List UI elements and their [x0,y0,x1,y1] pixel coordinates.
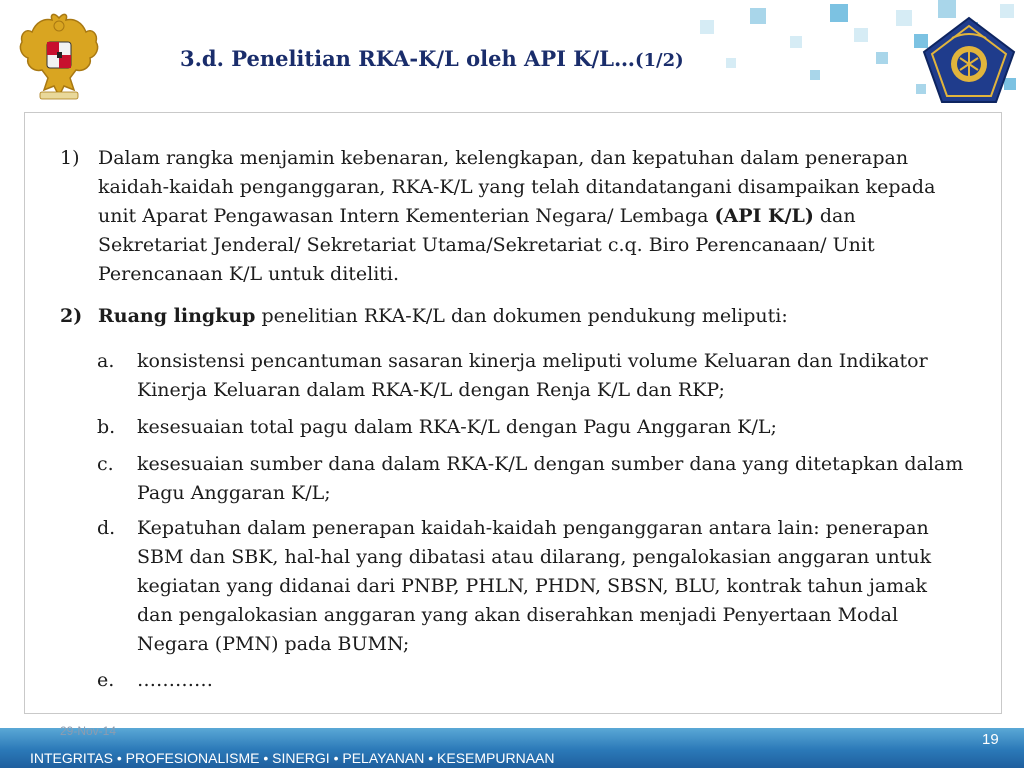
kemenkeu-seal-icon [922,16,1016,104]
slide-title-suffix: (1/2) [634,50,684,71]
subpoint-e-text: ………… [137,669,213,691]
point-2 [60,302,960,331]
subpoint-e [97,666,967,695]
point-2-text-after: penelitian RKA-K/L dan dokumen pendukung meliputi: [255,305,788,327]
subpoint-a [97,347,967,405]
subpoint-b-text: kesesuaian total pagu dalam RKA-K/L dengan Pagu Anggaran K/L; [137,416,777,438]
subpoint-a-letter: a. [97,350,115,372]
subpoint-c-letter: c. [97,453,114,475]
subpoint-a-text: konsistensi pencantuman sasaran kinerja meliputi volume Keluaran dan Indikator Kinerja Keluaran dalam RKA-K/L dengan Renja K/L dan RKP; [137,350,928,401]
point-1 [60,144,960,289]
subpoint-d-letter: d. [97,517,116,539]
point-1-number: 1) [60,147,80,169]
subpoint-b-letter: b. [97,416,116,438]
subpoint-c-text: kesesuaian sumber dana dalam RKA-K/L dengan sumber dana yang ditetapkan dalam Pagu Anggaran K/L; [137,453,964,504]
subpoint-c [97,450,967,508]
point-1-text: Dalam rangka menjamin kebenaran, kelengkapan, dan kepatuhan dalam penerapan kaidah-kaidah penganggaran, RKA-K/L yang telah ditandatangani disampaikan kepada unit Aparat Pengawasan Intern Kementerian Negara/ Lembaga [98,147,936,227]
point-1-bold: (API K/L) [714,205,814,227]
garuda-pancasila-icon [14,8,104,102]
subpoint-d [97,514,967,659]
subpoint-e-letter: e. [97,669,115,691]
page-number: 19 [982,731,999,748]
footer-tagline: INTEGRITAS • PROFESIONALISME • SINERGI • PELAYANAN • KESEMPURNAAN [30,750,555,766]
slide-title [180,46,840,71]
point-1-text-after: dan Sekretariat Jenderal/ Sekretariat Utama/Sekretariat c.q. Biro Perencanaan/ Unit Perencanaan K/L untuk diteliti. [98,205,875,285]
point-2-bold: Ruang lingkup [98,305,256,327]
subpoint-d-text: Kepatuhan dalam penerapan kaidah-kaidah penganggaran antara lain: penerapan SBM dan SBK, hal-hal yang dibatasi atau dilarang, pengalokasian anggaran untuk kegiatan yang didanai dari PNBP, PHLN, PHDN, SBSN, BLU, kontrak tahun jamak dan pengalokasian anggaran yang akan diserahkan menjadi Penyertaan Modal Negara (PMN) pada BUMN; [137,517,932,655]
point-2-number: 2) [60,305,83,327]
slide-date: 29-Nov-14 [60,724,117,738]
slide-title-main: 3.d. Penelitian RKA-K/L oleh API K/L… [180,46,635,71]
subpoint-b [97,413,967,442]
